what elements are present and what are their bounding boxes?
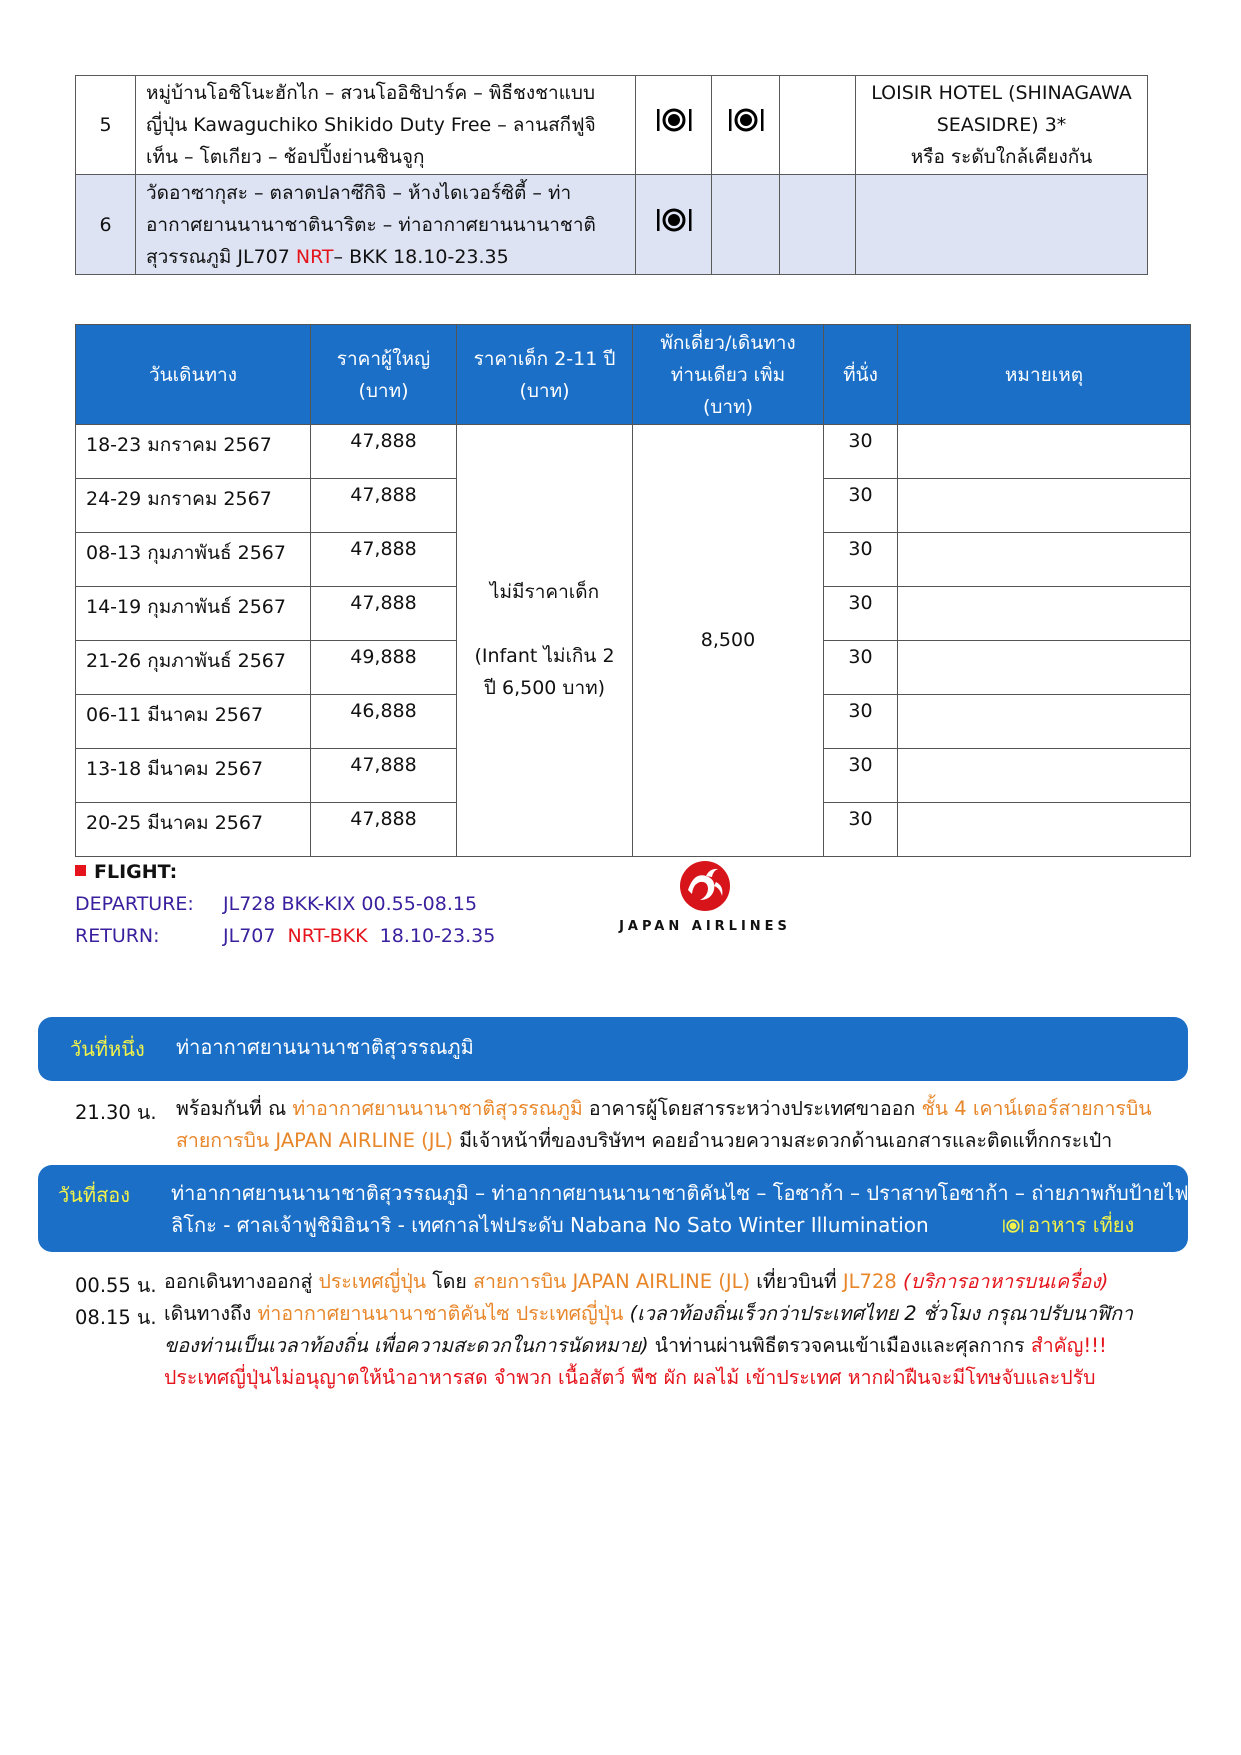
dinner-cell xyxy=(780,76,856,175)
row-price: 47,888 xyxy=(311,479,457,533)
day-title: ท่าอากาศยานนานาชาติสุวรรณภูมิ – ท่าอากาศยานนานาชาติคันไซ – โอซาก้า – ปราสาทโอซาก้า – ถ่ายภาพกับป้ายไฟกู xyxy=(171,1181,1201,1205)
price-header-row xyxy=(76,325,1191,425)
program-line xyxy=(146,241,625,273)
row-date: 08-13 กุมภาพันธ์ 2567 xyxy=(76,533,311,587)
flight-section xyxy=(75,856,495,952)
row-price: 46,888 xyxy=(311,695,457,749)
row-seats: 30 xyxy=(824,695,898,749)
row-price: 47,888 xyxy=(311,425,457,479)
day2-banner xyxy=(38,1165,1201,1252)
row-seats: 30 xyxy=(824,533,898,587)
header-seats: ที่นั่ง xyxy=(824,325,898,425)
program-text: สุวรรณภูมิ JL707 xyxy=(146,245,296,268)
return-time: 18.10-23.35 xyxy=(367,925,496,947)
flight-heading-text: FLIGHT: xyxy=(94,861,178,883)
row-seats: 30 xyxy=(824,425,898,479)
header-child xyxy=(457,325,633,425)
row-seats: 30 xyxy=(824,641,898,695)
breakfast-cell xyxy=(636,175,712,275)
header-text: พักเดี่ยว/เดินทาง xyxy=(660,331,796,354)
schedule-line xyxy=(164,1330,1107,1362)
return-route: NRT-BKK xyxy=(287,925,368,947)
meal-icon xyxy=(1002,1218,1024,1234)
row-remark xyxy=(898,425,1191,479)
hotel-line: LOISIR HOTEL (SHINAGAWA xyxy=(871,82,1132,104)
row-date: 20-25 มีนาคม 2567 xyxy=(76,803,311,857)
alert-text: สำคัญ!!! xyxy=(1030,1334,1107,1357)
row-price: 47,888 xyxy=(311,803,457,857)
header-remark: หมายเหตุ xyxy=(898,325,1191,425)
row-date: 21-26 กุมภาพันธ์ 2567 xyxy=(76,641,311,695)
meal-text: อาหาร เที่ยง xyxy=(1028,1213,1135,1237)
highlight-text: ประเทศญี่ปุ่น xyxy=(318,1270,427,1293)
return-label: RETURN: xyxy=(75,925,160,947)
text: อาคารผู้โดยสารระหว่างประเทศขาออก xyxy=(582,1097,922,1120)
meal-icon xyxy=(655,207,693,233)
row-seats: 30 xyxy=(824,587,898,641)
child-price-note xyxy=(457,425,633,857)
schedule-line xyxy=(164,1266,1108,1298)
meal-note xyxy=(1002,1209,1134,1241)
breakfast-cell xyxy=(636,76,712,175)
schedule-line xyxy=(176,1125,1112,1157)
italic-text: (เวลาท้องถิ่นเร็วกว่าประเทศไทย 2 ชั่วโมง กรุณาปรับนาฬิกา xyxy=(623,1302,1133,1325)
itinerary-row-day6 xyxy=(76,175,1148,275)
schedule-time: 08.15 น. xyxy=(75,1306,157,1329)
day-program xyxy=(136,175,636,275)
schedule-line xyxy=(176,1093,1152,1125)
departure-value: JL728 BKK-KIX 00.55-08.15 xyxy=(223,893,478,915)
day-title: ลิโกะ - ศาลเจ้าฟูชิมิอินาริ - เทศกาลไฟประดับ Nabana No Sato Winter Illumination xyxy=(171,1213,929,1237)
row-price: 49,888 xyxy=(311,641,457,695)
airline-logo xyxy=(615,860,795,940)
row-date: 24-29 มกราคม 2567 xyxy=(76,479,311,533)
row-price: 47,888 xyxy=(311,749,457,803)
program-highlight: NRT xyxy=(295,245,334,268)
row-seats: 30 xyxy=(824,749,898,803)
row-date: 13-18 มีนาคม 2567 xyxy=(76,749,311,803)
row-remark xyxy=(898,749,1191,803)
lunch-cell xyxy=(712,76,780,175)
program-line: เท็น – โตเกียว – ช้อปปิ้งย่านชินจูกุ xyxy=(146,146,425,168)
hotel-cell xyxy=(856,76,1148,175)
hotel-line: หรือ ระดับใกล้เคียงกัน xyxy=(910,146,1093,168)
day-title: ท่าอากาศยานนานาชาติสุวรรณภูมิ xyxy=(176,1035,474,1059)
program-line: ญี่ปุ่น Kawaguchiko Shikido Duty Free – ลานสกีฟูจิ xyxy=(146,114,596,136)
header-single xyxy=(633,325,824,425)
text: พร้อมกันที่ ณ xyxy=(176,1097,293,1120)
header-adult xyxy=(311,325,457,425)
meal-icon xyxy=(727,107,765,133)
row-price: 47,888 xyxy=(311,587,457,641)
header-date: วันเดินทาง xyxy=(76,325,311,425)
schedule-time: 21.30 น. xyxy=(75,1101,157,1124)
hotel-line: SEASIDRE) 3* xyxy=(936,114,1067,136)
highlight-text: ท่าอากาศยานนานาชาติคันไซ ประเทศญี่ปุ่น xyxy=(257,1302,624,1325)
day1-banner xyxy=(38,1017,1188,1081)
row-remark xyxy=(898,479,1191,533)
day-number: 5 xyxy=(76,76,136,175)
alert-line: ประเทศญี่ปุ่นไม่อนุญาตให้นำอาหารสด จำพวก เนื้อสัตว์ พืช ผัก ผลไม้ เข้าประเทศ หากฝ่าฝืนจะมีโทษจับและปรับ xyxy=(164,1366,1096,1389)
alert-text: (บริการอาหารบนเครื่อง) xyxy=(896,1270,1109,1293)
text: นำท่านผ่านพิธีตรวจคนเข้าเมืองและศุลกากร xyxy=(648,1334,1031,1357)
row-remark xyxy=(898,695,1191,749)
highlight-text: ท่าอากาศยานนานาชาติสุวรรณภูมิ xyxy=(292,1097,583,1120)
day-label: วันที่หนึ่ง xyxy=(70,1037,145,1061)
price-table xyxy=(75,324,1191,857)
row-seats: 30 xyxy=(824,479,898,533)
lunch-cell xyxy=(712,175,780,275)
schedule-time: 00.55 น. xyxy=(75,1274,157,1297)
airline-wordmark: JAPAN AIRLINES xyxy=(619,919,791,934)
flight-heading xyxy=(75,856,495,888)
row-remark xyxy=(898,641,1191,695)
bullet-square-icon xyxy=(75,865,86,876)
child-note-line: ไม่มีราคาเด็ก xyxy=(489,581,600,603)
row-remark xyxy=(898,587,1191,641)
day-number: 6 xyxy=(76,175,136,275)
crane-emblem-icon xyxy=(676,860,734,912)
meal-icon xyxy=(655,107,693,133)
text: มีเจ้าหน้าที่ของบริษัทฯ คอยอำนวยความสะดวกด้านเอกสารและติดแท็กกระเป๋า xyxy=(453,1129,1113,1152)
highlight-text: สายการบิน JAPAN AIRLINE (JL) xyxy=(473,1270,751,1293)
child-note-line: ปี 6,500 บาท) xyxy=(483,677,606,699)
day-program xyxy=(136,76,636,175)
header-text: ราคาผู้ใหญ่ xyxy=(336,347,431,370)
departure-line xyxy=(75,888,495,920)
text: โดย xyxy=(426,1270,474,1293)
header-text: (บาท) xyxy=(519,379,570,402)
program-line: อากาศยานนานาชาตินาริตะ – ท่าอากาศยานนานาชาติ xyxy=(146,213,596,236)
row-remark xyxy=(898,533,1191,587)
return-line xyxy=(75,920,495,952)
day-label: วันที่สอง xyxy=(58,1183,131,1207)
return-code: JL707 xyxy=(223,925,288,947)
program-line: วัดอาซากุสะ – ตลาดปลาซึกิจิ – ห้างไดเวอร์ซิตี้ – ท่า xyxy=(146,181,572,204)
text: เที่ยวบินที่ xyxy=(750,1270,843,1293)
schedule-line xyxy=(164,1298,1133,1330)
text: ออกเดินทางออกสู่ xyxy=(164,1270,319,1293)
header-text: (บาท) xyxy=(358,379,409,402)
italic-text: ของท่านเป็นเวลาท้องถิ่น เพื่อความสะดวกในการนัดหมาย) xyxy=(164,1334,649,1357)
highlight-text: สายการบิน JAPAN AIRLINE (JL) xyxy=(176,1129,453,1152)
itinerary-row-day5 xyxy=(76,76,1148,175)
row-price: 47,888 xyxy=(311,533,457,587)
row-seats: 30 xyxy=(824,803,898,857)
program-text: – BKK 18.10-23.35 xyxy=(333,245,509,268)
highlight-text: ชั้น 4 เคาน์เตอร์สายการบิน xyxy=(921,1097,1152,1120)
highlight-text: JL728 xyxy=(842,1270,897,1293)
header-text: ท่านเดียว เพิ่ม xyxy=(670,363,786,386)
text: เดินทางถึง xyxy=(164,1302,258,1325)
header-text: ราคาเด็ก 2-11 ปี xyxy=(473,347,616,370)
dinner-cell xyxy=(780,175,856,275)
row-date: 18-23 มกราคม 2567 xyxy=(76,425,311,479)
child-note-line: (Infant ไม่เกิน 2 xyxy=(474,645,615,667)
departure-label: DEPARTURE: xyxy=(75,893,194,915)
hotel-cell xyxy=(856,175,1148,275)
row-date: 14-19 กุมภาพันธ์ 2567 xyxy=(76,587,311,641)
single-supplement: 8,500 xyxy=(633,425,824,857)
row-date: 06-11 มีนาคม 2567 xyxy=(76,695,311,749)
program-line: หมู่บ้านโอชิโนะฮักไก – สวนโออิชิปาร์ค – พิธีชงชาแบบ xyxy=(146,82,596,104)
table-row xyxy=(76,425,1191,479)
itinerary-table xyxy=(75,75,1148,275)
row-remark xyxy=(898,803,1191,857)
header-text: (บาท) xyxy=(702,395,754,418)
